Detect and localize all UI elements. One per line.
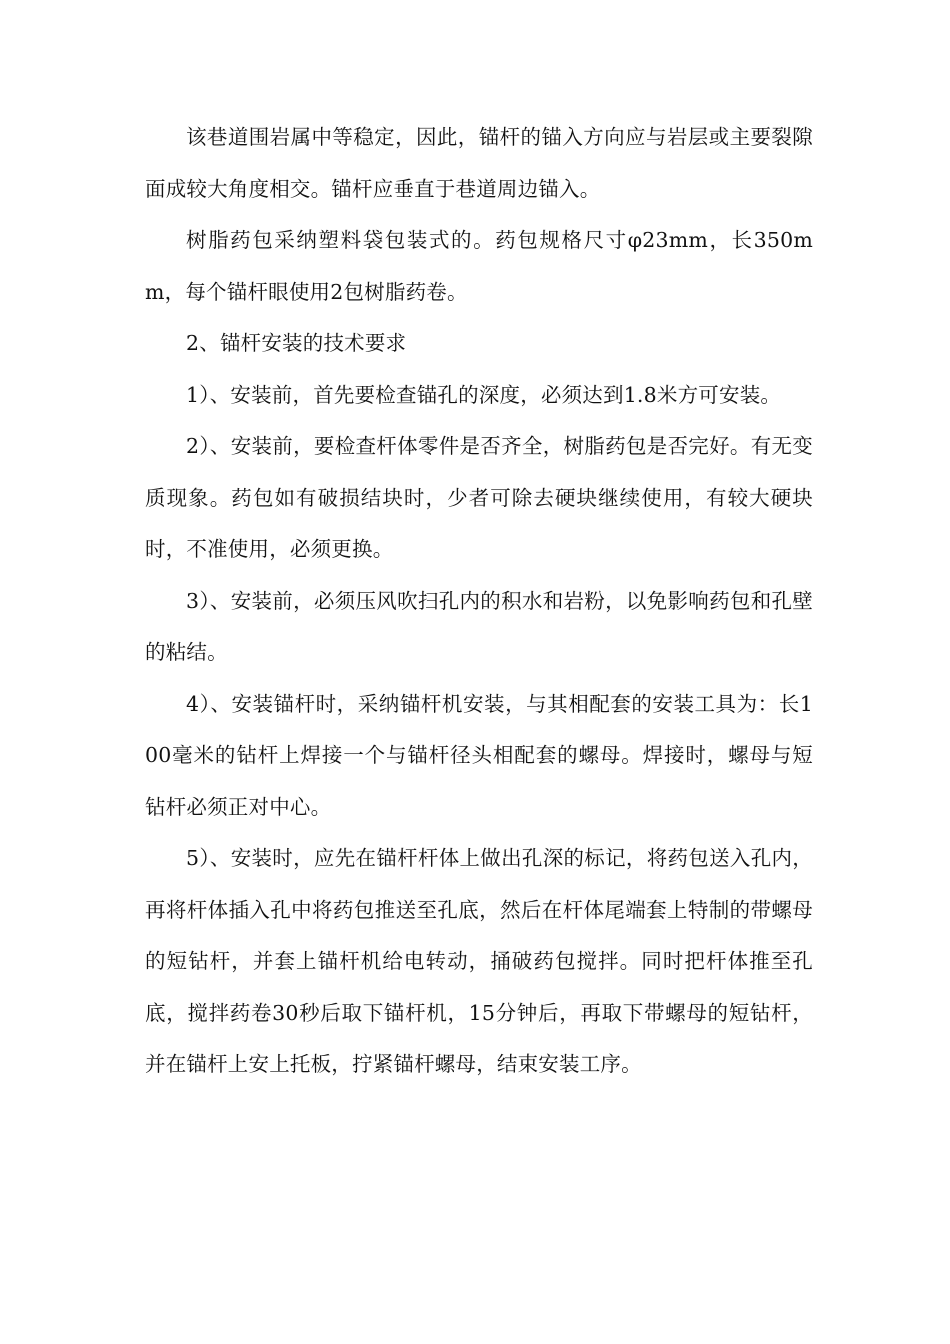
paragraph-item-4: 4）、安装锚杆时，采纳锚杆机安装，与其相配套的安装工具为：长100毫米的钻杆上焊接一个与锚杆径头相配套的螺母。焊接时，螺母与短钻杆必须正对中心。 <box>145 691 813 819</box>
paragraph-item-5: 5）、安装时，应先在锚杆杆体上做出孔深的标记，将药包送入孔内，再将杆体插入孔中将药包推送至孔底，然后在杆体尾端套上特制的带螺母的短钻杆，并套上锚杆机给电转动，捅破药包搅拌。同时把杆体推至孔底，搅拌药卷30秒后取下锚杆机，15分钟后，再取下带螺母的短钻杆，并在锚杆上安上托板，拧紧锚杆螺母，结束安装工序。 <box>145 846 813 1076</box>
section-heading-installation-requirements: 2、锚杆安装的技术要求 <box>186 331 407 355</box>
paragraph-item-1: 1）、安装前，首先要检查锚孔的深度，必须达到1.8米方可安装。 <box>186 382 782 407</box>
document-body <box>145 112 813 1091</box>
paragraph-item-3: 3）、安装前，必须压风吹扫孔内的积水和岩粉，以免影响药包和孔壁的粘结。 <box>145 588 813 664</box>
paragraph-roadway-stability: 该巷道围岩属中等稳定，因此，锚杆的锚入方向应与岩层或主要裂隙面成较大角度相交。锚杆应垂直于巷道周边锚入。 <box>145 125 813 201</box>
paragraph-item-2: 2）、安装前，要检查杆体零件是否齐全，树脂药包是否完好。有无变质现象。药包如有破损结块时，少者可除去硬块继续使用，有较大硬块时，不准使用，必须更换。 <box>145 434 813 561</box>
paragraph-resin-cartridge: 树脂药包采纳塑料袋包装式的。药包规格尺寸φ23mm，长350mm，每个锚杆眼使用2包树脂药卷。 <box>145 228 813 304</box>
